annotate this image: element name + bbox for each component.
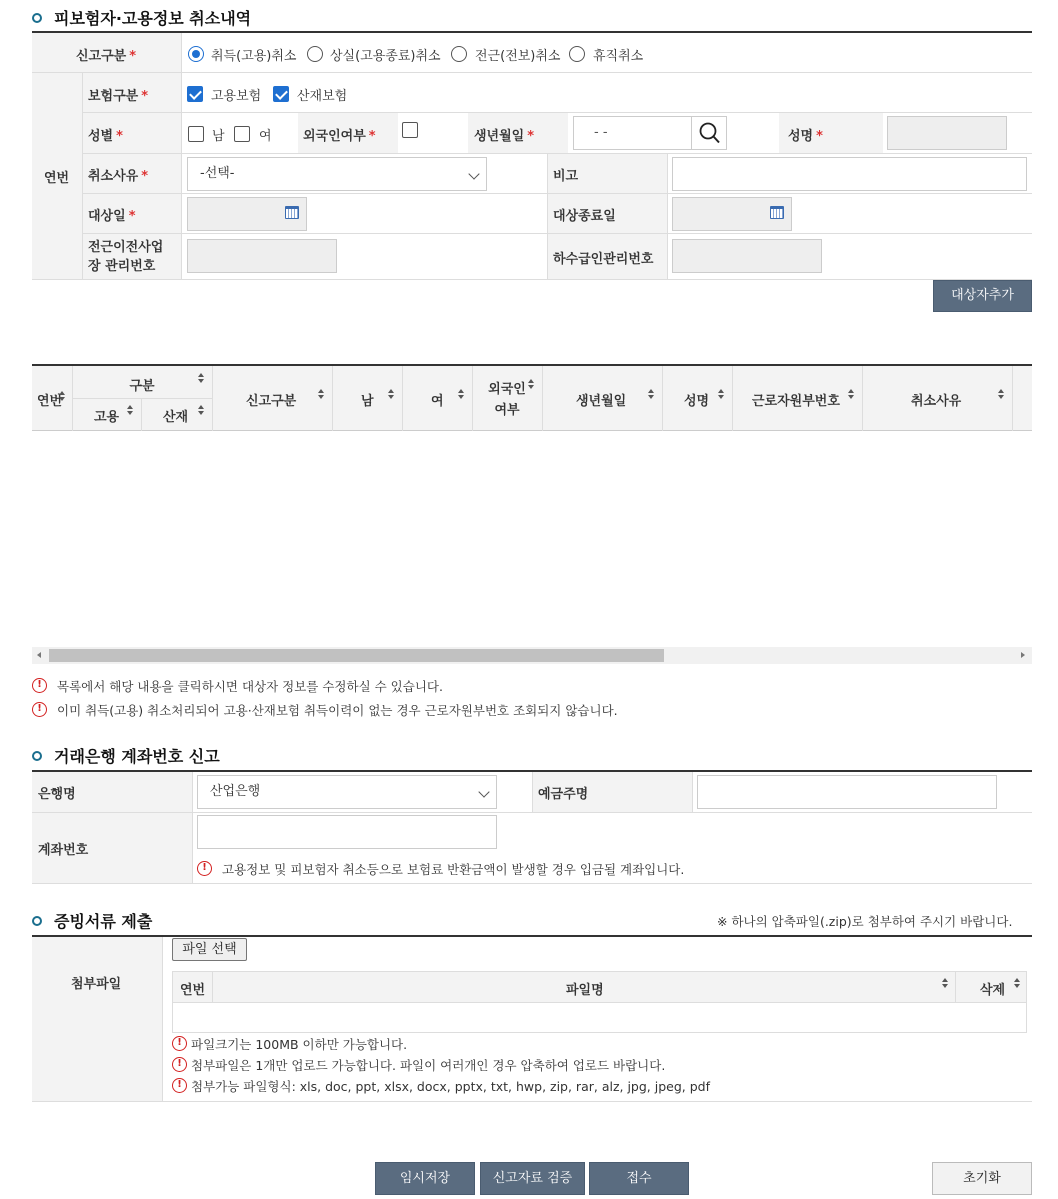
section-divider <box>32 31 1032 33</box>
checkbox-label: 고용보험 <box>211 89 262 104</box>
radio-label: 휴직취소 <box>593 49 644 64</box>
account-number-label: 계좌번호 <box>38 843 89 858</box>
zip-hint: ※ 하나의 압축파일(.zip)로 첨부하여 주시기 바랍니다. <box>717 914 1013 929</box>
scroll-left-icon[interactable] <box>37 652 41 658</box>
gender-label: 성별 * <box>88 129 123 144</box>
file-table-body <box>172 1003 1027 1033</box>
warning-icon: ! <box>32 702 47 717</box>
col-employment[interactable]: 고용 <box>94 410 120 425</box>
col-female[interactable]: 여 <box>431 394 444 409</box>
checkbox-label: 산재보험 <box>297 89 348 104</box>
col-foreigner[interactable]: 외국인 여부 <box>488 382 526 418</box>
serial-label: 연번 <box>44 171 70 186</box>
transfer-workplace-input[interactable] <box>187 239 337 273</box>
checkbox-industrial-insurance[interactable] <box>273 86 289 102</box>
section-bullet-icon <box>32 916 42 926</box>
birth-date-placeholder: - - <box>594 125 608 140</box>
checkbox-employment-insurance[interactable] <box>187 86 203 102</box>
note-input[interactable] <box>672 157 1027 191</box>
divider <box>691 117 692 149</box>
col-cancel-reason[interactable]: 취소사유 <box>911 394 962 409</box>
file-select-button[interactable]: 파일 선택 <box>172 938 247 961</box>
radio-report-type-transfer[interactable] <box>451 46 467 62</box>
section-title-cancellation: 피보험자·고용정보 취소내역 <box>32 6 251 29</box>
sort-icon[interactable] <box>1014 978 1020 988</box>
section-title-documents: 증빙서류 제출 <box>32 909 152 932</box>
col-category[interactable]: 구분 <box>129 379 155 394</box>
account-number-input[interactable] <box>197 815 497 849</box>
cancel-reason-label: 취소사유 * <box>88 169 149 184</box>
file-note: 첨부파일은 1개만 업로드 가능합니다. 파일이 여러개인 경우 압축하여 업로드 바랍니다. <box>191 1058 666 1073</box>
subcontractor-label: 하수급인관리번호 <box>553 252 654 267</box>
checkbox-label: 여 <box>259 129 272 144</box>
file-col-filename[interactable]: 파일명 <box>566 983 604 998</box>
bank-label: 은행명 <box>38 787 76 802</box>
birth-label: 생년월일 * <box>474 129 535 144</box>
verify-button[interactable]: 신고자료 검증 <box>480 1162 585 1195</box>
radio-label: 상실(고용종료)취소 <box>330 49 441 64</box>
calendar-icon[interactable] <box>285 206 299 219</box>
calendar-icon[interactable] <box>770 206 784 219</box>
warning-icon: ! <box>172 1057 187 1072</box>
target-end-date-label: 대상종료일 <box>553 209 616 224</box>
cancel-reason-select[interactable] <box>187 157 487 191</box>
file-note: 첨부가능 파일형식: xls, doc, ppt, xlsx, docx, pptx, txt, hwp, zip, rar, alz, jpg, jpeg, pdf <box>191 1079 711 1094</box>
insurance-type-label: 보험구분 * <box>88 89 149 104</box>
cancel-reason-value: -선택- <box>200 166 235 181</box>
bank-select[interactable] <box>197 775 497 809</box>
sort-icon[interactable] <box>942 978 948 988</box>
warning-icon: ! <box>172 1078 187 1093</box>
add-target-button[interactable]: 대상자추가 <box>933 280 1032 312</box>
col-worker-no[interactable]: 근로자원부번호 <box>752 394 840 409</box>
section-title-bank: 거래은행 계좌번호 신고 <box>32 744 220 767</box>
radio-label: 전근(전보)취소 <box>475 49 561 64</box>
radio-label: 취득(고용)취소 <box>211 49 297 64</box>
grid-note: 목록에서 해당 내용을 클릭하시면 대상자 정보를 수정하실 수 있습니다. <box>57 679 443 694</box>
chevron-down-icon <box>468 168 479 179</box>
scroll-right-icon[interactable] <box>1021 652 1025 658</box>
note-label: 비고 <box>553 169 579 184</box>
section-divider <box>32 935 1032 937</box>
sort-icon[interactable] <box>198 405 204 415</box>
radio-report-type-loss[interactable] <box>307 46 323 62</box>
col-name[interactable]: 성명 <box>684 394 710 409</box>
sort-icon[interactable] <box>198 373 204 383</box>
foreigner-label: 외국인여부 * <box>303 129 376 144</box>
sort-icon[interactable] <box>848 389 854 399</box>
checkbox-label: 남 <box>212 129 225 144</box>
sort-icon[interactable] <box>648 389 654 399</box>
file-col-serial[interactable]: 연번 <box>180 983 206 998</box>
account-holder-label: 예금주명 <box>538 787 589 802</box>
subcontractor-input[interactable] <box>672 239 822 273</box>
section-bullet-icon <box>32 751 42 761</box>
label-bg <box>32 937 162 1101</box>
chevron-down-icon <box>478 786 489 797</box>
attachment-label: 첨부파일 <box>71 977 122 992</box>
sort-icon[interactable] <box>388 389 394 399</box>
sort-icon[interactable] <box>998 389 1004 399</box>
search-icon[interactable] <box>699 121 721 145</box>
file-col-delete[interactable]: 삭제 <box>980 983 1006 998</box>
transfer-workplace-label: 전근이전사업 장 관리번호 <box>88 240 164 274</box>
warning-icon: ! <box>197 861 212 876</box>
file-note: 파일크기는 100MB 이하만 가능합니다. <box>191 1037 408 1052</box>
temp-save-button[interactable]: 임시저장 <box>375 1162 475 1195</box>
radio-report-type-leave[interactable] <box>569 46 585 62</box>
warning-icon: ! <box>172 1036 187 1051</box>
col-birth[interactable]: 생년월일 <box>576 394 627 409</box>
bank-value: 산업은행 <box>210 784 261 799</box>
name-label: 성명 * <box>788 129 823 144</box>
sort-icon[interactable] <box>718 389 724 399</box>
reset-button[interactable]: 초기화 <box>932 1162 1032 1195</box>
grid-note: 이미 취득(고용) 취소처리되어 고용·산재보험 취득이력이 없는 경우 근로자원부번호 조회되지 않습니다. <box>57 703 618 718</box>
col-male[interactable]: 남 <box>361 394 374 409</box>
checkbox-foreigner[interactable] <box>402 122 418 138</box>
col-serial[interactable]: 연번 <box>37 394 63 409</box>
checkbox-female[interactable] <box>234 126 250 142</box>
warning-icon: ! <box>32 678 47 693</box>
account-holder-input[interactable] <box>697 775 997 809</box>
report-type-label: 신고구분 * <box>76 49 137 64</box>
account-note: 고용정보 및 피보험자 취소등으로 보험료 반환금액이 발생할 경우 입금될 계좌입니다. <box>222 862 685 877</box>
sort-icon[interactable] <box>528 379 534 389</box>
col-industrial[interactable]: 산재 <box>163 410 189 425</box>
submit-button[interactable]: 접수 <box>589 1162 689 1195</box>
scrollbar-thumb[interactable] <box>49 649 664 662</box>
sort-icon[interactable] <box>458 389 464 399</box>
section-bullet-icon <box>32 13 42 23</box>
radio-report-type-acquisition[interactable] <box>188 46 204 62</box>
checkbox-male[interactable] <box>188 126 204 142</box>
sort-icon[interactable] <box>127 405 133 415</box>
sort-icon[interactable] <box>318 389 324 399</box>
target-date-label: 대상일 * <box>88 209 136 224</box>
horizontal-scrollbar[interactable] <box>32 647 1032 664</box>
sort-icon[interactable] <box>59 391 65 401</box>
name-input[interactable] <box>887 116 1007 150</box>
col-report-type[interactable]: 신고구분 <box>246 394 297 409</box>
